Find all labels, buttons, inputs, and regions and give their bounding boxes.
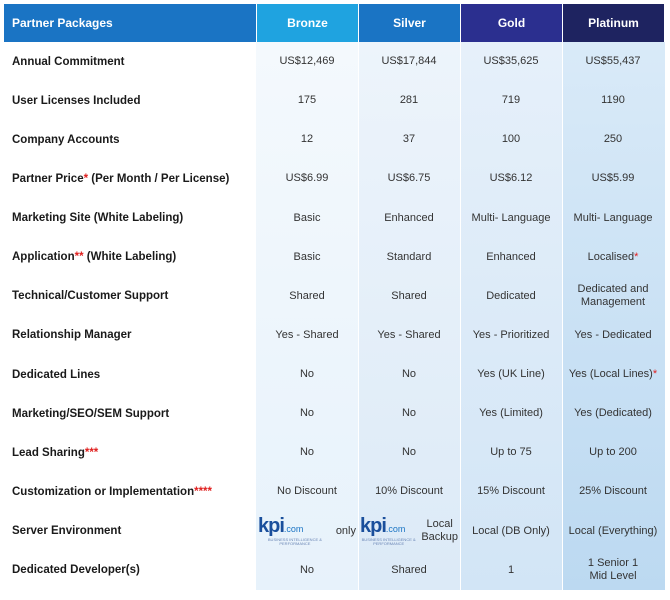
table-row [4,120,664,159]
cell-bronze [256,355,358,394]
cell-value: No [299,446,315,459]
header-bronze: Bronze [256,4,358,42]
cell-gold [460,355,562,394]
cell-value: Yes - Prioritized [472,328,550,341]
cell-platinum [562,512,664,551]
row-label-text: Technical/Customer Support [12,290,169,303]
cell-value: Basic [293,211,321,224]
cell-value: Localised [587,250,635,263]
footnote-mark: ** [74,251,84,264]
table-row [4,81,664,120]
cell-value: 15% Discount [477,485,545,498]
row-label-suffix: (Per Month / Per License) [88,172,230,185]
cell-value: Yes - Shared [275,328,339,341]
row-label [4,551,256,590]
cell-value: US$17,844 [381,55,437,68]
cell-bronze [256,316,358,355]
row-label-text: Dedicated Developer(s) [12,564,140,577]
cell-bronze [256,394,358,433]
cell-value: US$5.99 [591,172,635,185]
cell-silver [358,120,460,159]
cell-gold [460,472,562,511]
row-label [4,159,256,198]
cell-value: only [335,524,356,537]
table-row [4,238,664,277]
table-row [4,394,664,433]
cell-bronze [256,120,358,159]
row-label [4,394,256,433]
cell-silver [358,277,460,316]
cell-bronze [256,42,358,81]
cell-value: No [401,407,417,420]
cell-value: 250 [603,133,623,146]
table-row [4,316,664,355]
cell-value: Shared [289,289,325,302]
kpi-logo: kpi.com BUSINESS INTELLIGENCE & PERFORMANCE [258,514,322,546]
row-label [4,42,256,81]
cell-gold [460,159,562,198]
cell-bronze [256,512,358,551]
cell-platinum [562,81,664,120]
cell-value: 281 [399,94,419,107]
row-label-text: Server Environment [12,525,122,538]
table-row [4,433,664,472]
row-label-text: Application [12,251,75,264]
cell-platinum [562,355,664,394]
partner-packages-table [4,4,664,590]
cell-platinum [562,277,664,316]
cell-platinum [562,199,664,238]
cell-value: US$6.12 [489,172,533,185]
header-platinum: Platinum [562,4,664,42]
cell-value: US$12,469 [279,55,335,68]
row-label [4,120,256,159]
cell-silver [358,42,460,81]
cell-value: 1 [507,563,515,576]
row-label [4,355,256,394]
kpi-logo: kpi.com BUSINESS INTELLIGENCE & PERFORMANCE [360,514,416,546]
table-header [4,4,664,42]
cell-platinum [562,42,664,81]
cell-value: Enhanced [486,250,536,263]
cell-value: Basic [293,250,321,263]
table-row [4,512,664,551]
cell-bronze [256,551,358,590]
cell-gold [460,394,562,433]
cell-value: Standard [386,250,432,263]
cell-silver [358,551,460,590]
footnote-mark: **** [194,485,212,498]
cell-value: Shared [391,289,427,302]
cell-value: Multi- Language [471,211,551,224]
cell-value: 719 [501,94,521,107]
cell-value: US$35,625 [483,55,539,68]
cell-bronze [256,433,358,472]
cell-value: Shared [391,563,427,576]
cell-value: 37 [402,133,416,146]
cell-silver [358,316,460,355]
row-label [4,277,256,316]
cell-bronze [256,472,358,511]
cell-value: 1 Senior 1 Mid Level [587,557,639,583]
cell-gold [460,433,562,472]
cell-platinum [562,238,664,277]
row-label-text: Company Accounts [12,133,120,146]
cell-value: Local (DB Only) [472,524,550,537]
table-row [4,472,664,511]
cell-silver [358,238,460,277]
header-gold: Gold [460,4,562,42]
cell-value: Enhanced [384,211,434,224]
footnote-mark: * [652,368,658,381]
cell-silver [358,81,460,120]
cell-value: Yes (UK Line) [477,368,545,381]
row-label-text: Annual Commitment [12,55,125,68]
cell-value: Up to 75 [490,446,532,459]
row-label-text: Relationship Manager [12,329,132,342]
cell-bronze [256,81,358,120]
row-label [4,433,256,472]
table-body [4,42,664,590]
cell-value: No Discount [277,485,337,498]
header-silver: Silver [358,4,460,42]
cell-bronze [256,199,358,238]
row-label [4,512,256,551]
cell-value: US$6.75 [387,172,431,185]
cell-platinum [562,120,664,159]
cell-platinum [562,316,664,355]
footnote-mark: * [83,172,89,185]
cell-value: Yes (Local Lines) [568,368,653,381]
cell-bronze [256,238,358,277]
cell-value: US$6.99 [285,172,329,185]
cell-silver [358,355,460,394]
cell-value: Yes - Dedicated [574,328,652,341]
row-label-text: Lead Sharing [12,446,85,459]
cell-value: 10% Discount [375,485,443,498]
cell-bronze [256,277,358,316]
cell-value: No [299,563,315,576]
row-label-text: Dedicated Lines [12,368,101,381]
cell-gold [460,512,562,551]
cell-gold [460,316,562,355]
cell-platinum [562,472,664,511]
cell-gold [460,551,562,590]
cell-value: Dedicated [486,289,536,302]
table-row [4,277,664,316]
cell-gold [460,199,562,238]
cell-platinum [562,159,664,198]
cell-silver [358,472,460,511]
row-label-text: Marketing/SEO/SEM Support [12,407,170,420]
row-label [4,472,256,511]
cell-value: No [299,407,315,420]
cell-gold [460,120,562,159]
row-label [4,238,256,277]
row-label-suffix: (White Labeling) [83,251,177,264]
cell-silver [358,394,460,433]
row-label [4,199,256,238]
row-label [4,81,256,120]
footnote-mark: *** [84,446,99,459]
row-label-text: Marketing Site (White Labeling) [12,212,184,225]
cell-value: 175 [297,94,317,107]
cell-platinum [562,551,664,590]
cell-gold [460,277,562,316]
row-label-text: Customization or Implementation [12,485,195,498]
table-row [4,551,664,590]
cell-bronze [256,159,358,198]
cell-silver [358,433,460,472]
cell-silver [358,199,460,238]
footnote-mark: * [634,250,639,263]
cell-value: 12 [300,133,314,146]
row-label-text: Partner Price [12,172,84,185]
cell-value: Yes (Limited) [479,407,543,420]
cell-value: Yes (Dedicated) [574,407,652,420]
cell-value: No [401,446,417,459]
table-row [4,355,664,394]
cell-value: Local Backup [421,518,459,544]
cell-value: Up to 200 [589,446,637,459]
cell-value: No [401,368,417,381]
row-label [4,316,256,355]
cell-gold [460,81,562,120]
cell-value: Dedicated and Management [577,283,649,309]
table-row [4,159,664,198]
row-label-text: User Licenses Included [12,94,141,107]
cell-value: No [299,368,315,381]
cell-silver [358,512,460,551]
cell-value: Multi- Language [573,211,653,224]
header-label: Partner Packages [4,4,256,42]
cell-gold [460,42,562,81]
table-row [4,42,664,81]
cell-value: 100 [501,133,521,146]
cell-value: 25% Discount [579,485,647,498]
cell-silver [358,159,460,198]
cell-value: Local (Everything) [568,524,658,537]
cell-platinum [562,394,664,433]
table-row [4,199,664,238]
cell-value: 1190 [601,94,625,107]
cell-value: Yes - Shared [377,328,441,341]
cell-value: US$55,437 [585,55,641,68]
cell-platinum [562,433,664,472]
cell-gold [460,238,562,277]
